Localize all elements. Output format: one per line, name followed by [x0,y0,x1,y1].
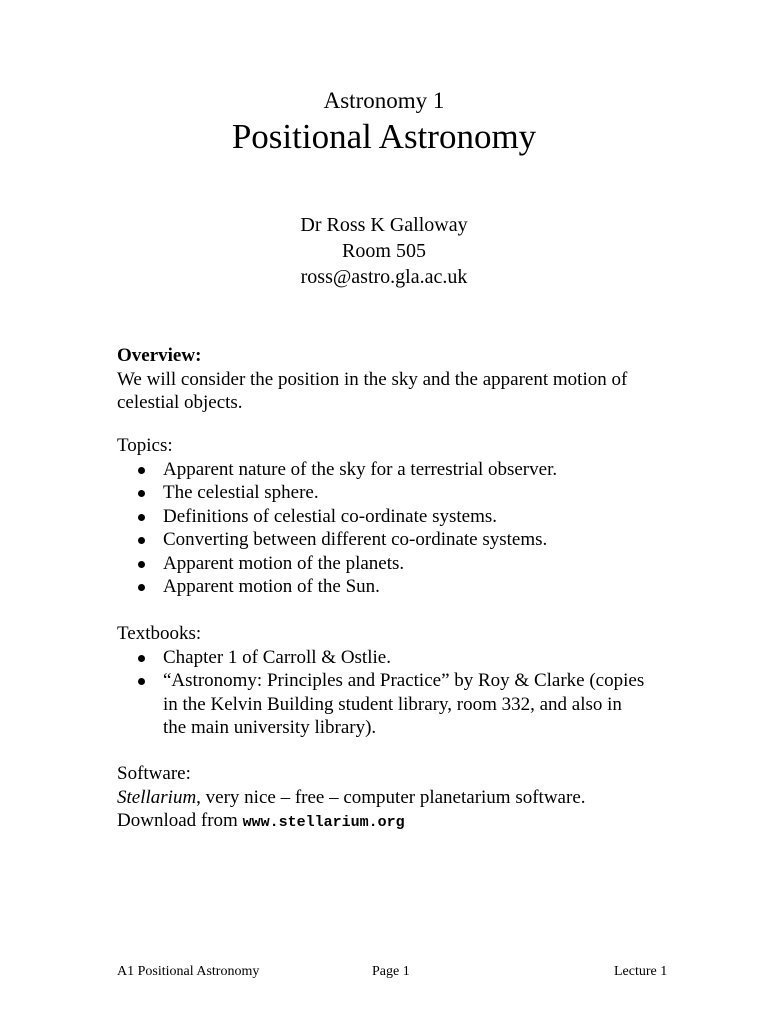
overview-section [117,344,677,415]
topic-text: Apparent nature of the sky for a terrestrial observer. [163,458,558,480]
list-item [117,481,677,505]
topics-list [117,458,677,599]
software-name: Stellarium [117,786,197,808]
textbooks-list [117,646,677,740]
textbooks-heading: Textbooks: [117,623,202,644]
footer-page-number: Page 1 [372,964,410,979]
bullet-icon [138,467,145,474]
list-item [117,669,677,740]
bullet-icon [138,655,145,662]
textbooks-section [117,622,677,740]
software-heading: Software: [117,763,191,784]
list-item [117,575,677,599]
list-item [117,458,677,482]
software-section [117,762,677,835]
topic-text: Apparent motion of the planets. [163,552,405,574]
footer-course: A1 Positional Astronomy [117,964,260,979]
topic-text: Converting between different co-ordinate systems. [163,529,548,550]
room-number: Room 505 [342,240,426,262]
topic-text: Definitions of celestial co-ordinate systems. [163,505,497,527]
footer-lecture: Lecture 1 [614,964,668,979]
list-item [117,646,677,670]
download-line [117,809,677,835]
download-url-link[interactable]: www.stellarium.org [242,814,405,831]
software-desc-text: , very nice – free – computer planetarium software. [196,786,586,808]
topic-text: The celestial sphere. [163,482,319,503]
list-item [117,505,677,529]
bullet-icon [138,678,145,685]
bullet-icon [138,537,145,544]
download-prefix: Download from [117,810,243,831]
bullet-icon [138,514,145,521]
textbook-text: Chapter 1 of Carroll & Ostlie. [163,646,391,668]
bullet-icon [138,584,145,591]
list-item [117,528,677,552]
overview-heading: Overview: [117,345,202,366]
topic-text: Apparent motion of the Sun. [163,576,380,597]
topics-section [117,434,677,599]
list-item [117,552,677,576]
topics-heading: Topics: [117,435,173,456]
contact-block [0,212,768,290]
email-address: ross@astro.gla.ac.uk [300,266,468,288]
overview-text: We will consider the position in the sky and the apparent motion of celestial objects. [117,368,628,413]
software-description [117,786,677,810]
page-title: Positional Astronomy [231,117,537,156]
lecturer-name: Dr Ross K Galloway [300,214,468,236]
bullet-icon [138,490,145,497]
textbook-text: “Astronomy: Principles and Practice” by Roy & Clarke (copies in the Kelvin Building student library, room 332, and also in the main university library). [163,670,645,738]
bullet-icon [138,561,145,568]
course-name: Astronomy 1 [323,88,445,113]
